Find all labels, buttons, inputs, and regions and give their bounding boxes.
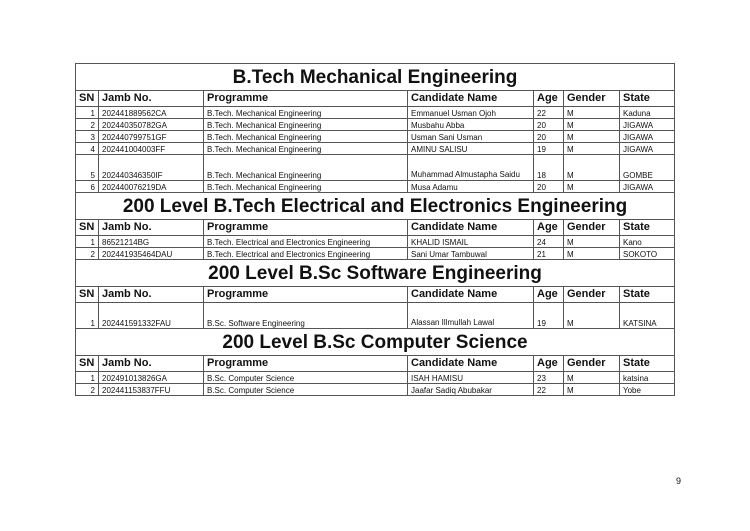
sn-cell: 3 <box>76 131 99 143</box>
table-body <box>76 64 675 396</box>
sn-cell: 2 <box>76 248 99 260</box>
age-cell: 20 <box>534 119 564 131</box>
table-header-row <box>76 287 675 303</box>
section-title-row <box>76 64 675 91</box>
candidate-name-cell: Jaafar Sadiq Abubakar <box>408 384 534 396</box>
state-cell: GOMBE <box>620 155 675 181</box>
column-header: Candidate Name <box>408 356 534 372</box>
age-cell: 19 <box>534 143 564 155</box>
section-title-row <box>76 193 675 220</box>
column-header: Jamb No. <box>99 91 204 107</box>
table-row <box>76 384 675 396</box>
candidate-name-cell: Musa Adamu <box>408 181 534 193</box>
column-header: Programme <box>204 287 408 303</box>
table-header-row <box>76 91 675 107</box>
table-header-row <box>76 356 675 372</box>
section-title: 200 Level B.Tech Electrical and Electronics Engineering <box>76 193 675 220</box>
candidate-name-cell: Muhammad Almustapha Saidu <box>408 155 534 181</box>
column-header: State <box>620 356 675 372</box>
gender-cell: M <box>564 303 620 329</box>
programme-cell: B.Tech. Mechanical Engineering <box>204 155 408 181</box>
state-cell: katsina <box>620 372 675 384</box>
table-row <box>76 155 675 181</box>
table-header-row <box>76 220 675 236</box>
state-cell: Kaduna <box>620 107 675 119</box>
gender-cell: M <box>564 131 620 143</box>
table-row <box>76 119 675 131</box>
section-title: 200 Level B.Sc Computer Science <box>76 329 675 356</box>
admission-list-sheet <box>75 63 674 396</box>
state-cell: JIGAWA <box>620 181 675 193</box>
programme-cell: B.Tech. Electrical and Electronics Engineering <box>204 236 408 248</box>
section-title: 200 Level B.Sc Software Engineering <box>76 260 675 287</box>
jamb-no-cell: 202441935464DAU <box>99 248 204 260</box>
sn-cell: 1 <box>76 107 99 119</box>
gender-cell: M <box>564 181 620 193</box>
table-row <box>76 236 675 248</box>
state-cell: SOKOTO <box>620 248 675 260</box>
age-cell: 21 <box>534 248 564 260</box>
column-header: Programme <box>204 220 408 236</box>
programme-cell: B.Sc. Computer Science <box>204 372 408 384</box>
gender-cell: M <box>564 372 620 384</box>
sn-cell: 5 <box>76 155 99 181</box>
age-cell: 20 <box>534 131 564 143</box>
sn-cell: 2 <box>76 119 99 131</box>
gender-cell: M <box>564 248 620 260</box>
gender-cell: M <box>564 155 620 181</box>
column-header: Age <box>534 91 564 107</box>
programme-cell: B.Tech. Electrical and Electronics Engineering <box>204 248 408 260</box>
column-header: State <box>620 220 675 236</box>
programme-cell: B.Tech. Mechanical Engineering <box>204 131 408 143</box>
jamb-no-cell: 202440799751GF <box>99 131 204 143</box>
column-header: Gender <box>564 287 620 303</box>
table-row <box>76 303 675 329</box>
gender-cell: M <box>564 119 620 131</box>
page-number: 9 <box>676 476 682 486</box>
candidate-name-cell: Alassan Illmullah Lawal <box>408 303 534 329</box>
programme-cell: B.Tech. Mechanical Engineering <box>204 107 408 119</box>
programme-cell: B.Sc. Computer Science <box>204 384 408 396</box>
column-header: Age <box>534 287 564 303</box>
jamb-no-cell: 202441591332FAU <box>99 303 204 329</box>
gender-cell: M <box>564 143 620 155</box>
state-cell: Yobe <box>620 384 675 396</box>
jamb-no-cell: 86521214BG <box>99 236 204 248</box>
column-header: Gender <box>564 91 620 107</box>
jamb-no-cell: 202440346350IF <box>99 155 204 181</box>
column-header: SN <box>76 287 99 303</box>
section-title-row <box>76 329 675 356</box>
candidate-name-cell: KHALID ISMAIL <box>408 236 534 248</box>
jamb-no-cell: 202440076219DA <box>99 181 204 193</box>
jamb-no-cell: 202441889562CA <box>99 107 204 119</box>
admission-list-table <box>75 63 675 396</box>
programme-cell: B.Tech. Mechanical Engineering <box>204 143 408 155</box>
column-header: Gender <box>564 356 620 372</box>
sn-cell: 1 <box>76 372 99 384</box>
column-header: Programme <box>204 356 408 372</box>
programme-cell: B.Tech. Mechanical Engineering <box>204 119 408 131</box>
sn-cell: 1 <box>76 236 99 248</box>
column-header: State <box>620 91 675 107</box>
state-cell: Kano <box>620 236 675 248</box>
table-row <box>76 372 675 384</box>
state-cell: JIGAWA <box>620 143 675 155</box>
jamb-no-cell: 202491013826GA <box>99 372 204 384</box>
candidate-name-cell: ISAH HAMISU <box>408 372 534 384</box>
candidate-name-cell: Usman Sani Usman <box>408 131 534 143</box>
column-header: Programme <box>204 91 408 107</box>
column-header: Jamb No. <box>99 287 204 303</box>
jamb-no-cell: 202441153837FFU <box>99 384 204 396</box>
column-header: State <box>620 287 675 303</box>
state-cell: JIGAWA <box>620 119 675 131</box>
section-title-row <box>76 260 675 287</box>
column-header: Age <box>534 220 564 236</box>
jamb-no-cell: 202440350782GA <box>99 119 204 131</box>
table-row <box>76 131 675 143</box>
age-cell: 18 <box>534 155 564 181</box>
age-cell: 24 <box>534 236 564 248</box>
table-row <box>76 181 675 193</box>
gender-cell: M <box>564 107 620 119</box>
sn-cell: 2 <box>76 384 99 396</box>
age-cell: 19 <box>534 303 564 329</box>
sn-cell: 1 <box>76 303 99 329</box>
column-header: Gender <box>564 220 620 236</box>
table-row <box>76 107 675 119</box>
candidate-name-cell: Musbahu Abba <box>408 119 534 131</box>
jamb-no-cell: 202441004003FF <box>99 143 204 155</box>
column-header: Age <box>534 356 564 372</box>
age-cell: 20 <box>534 181 564 193</box>
sn-cell: 6 <box>76 181 99 193</box>
age-cell: 23 <box>534 372 564 384</box>
sn-cell: 4 <box>76 143 99 155</box>
table-row <box>76 248 675 260</box>
candidate-name-cell: Emmanuel Usman Ojoh <box>408 107 534 119</box>
column-header: SN <box>76 91 99 107</box>
candidate-name-cell: AMINU SALISU <box>408 143 534 155</box>
state-cell: KATSINA <box>620 303 675 329</box>
column-header: Jamb No. <box>99 220 204 236</box>
table-row <box>76 143 675 155</box>
programme-cell: B.Tech. Mechanical Engineering <box>204 181 408 193</box>
gender-cell: M <box>564 236 620 248</box>
programme-cell: B.Sc. Software Engineering <box>204 303 408 329</box>
column-header: Candidate Name <box>408 220 534 236</box>
age-cell: 22 <box>534 107 564 119</box>
state-cell: JIGAWA <box>620 131 675 143</box>
column-header: Candidate Name <box>408 287 534 303</box>
column-header: Candidate Name <box>408 91 534 107</box>
column-header: SN <box>76 220 99 236</box>
gender-cell: M <box>564 384 620 396</box>
age-cell: 22 <box>534 384 564 396</box>
section-title: B.Tech Mechanical Engineering <box>76 64 675 91</box>
column-header: Jamb No. <box>99 356 204 372</box>
candidate-name-cell: Sani Umar Tambuwal <box>408 248 534 260</box>
column-header: SN <box>76 356 99 372</box>
